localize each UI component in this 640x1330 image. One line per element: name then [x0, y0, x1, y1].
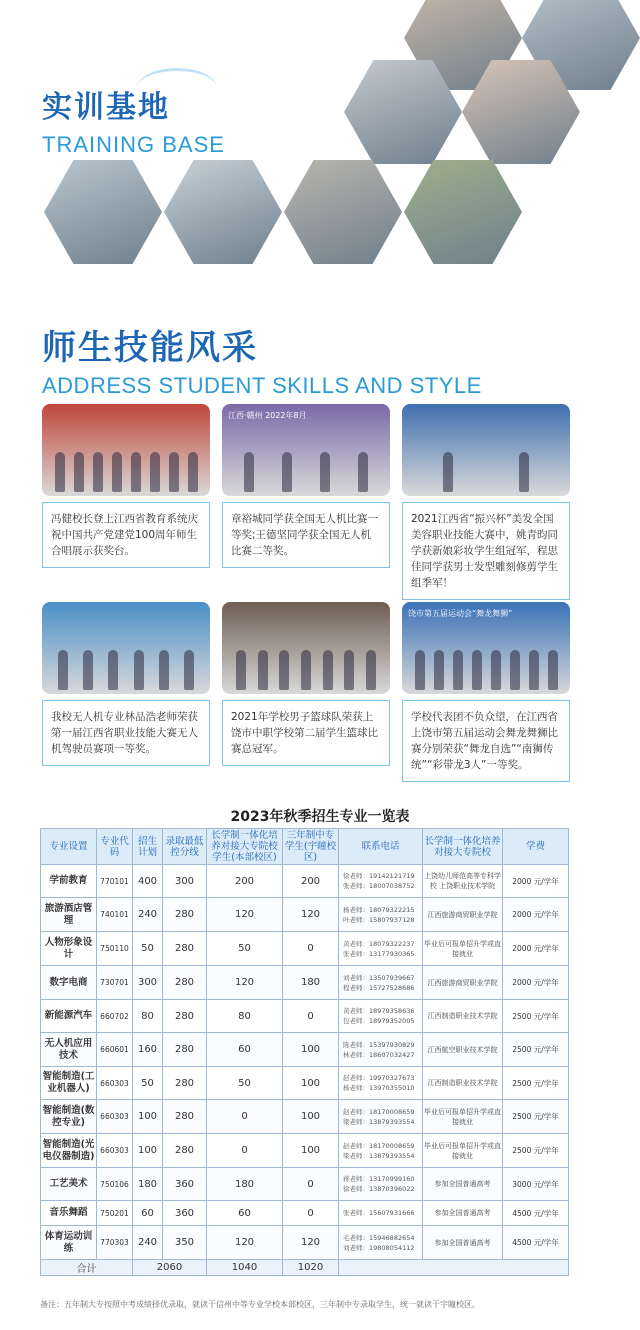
tuition-cell: 3000 元/学年: [503, 1168, 569, 1201]
contact-phone-cell: [339, 865, 423, 898]
min-score-cell: 280: [163, 898, 207, 932]
column-header: 招生计划: [133, 829, 163, 865]
table-row: [41, 1000, 569, 1033]
major-code-cell: 750106: [97, 1168, 133, 1201]
tuition-cell: 2500 元/学年: [503, 1000, 569, 1033]
skill-card-1: [42, 404, 210, 568]
three-year-cell: 120: [283, 898, 339, 932]
major-code-cell: 660303: [97, 1100, 133, 1134]
partner-college-cell: 毕业后可报单招升学或直接就业: [423, 932, 503, 966]
phone-line: 赵老师：19970327673: [343, 1074, 415, 1082]
table-row: [41, 932, 569, 966]
plan-cell: 60: [133, 1201, 163, 1226]
tuition-cell: 2500 元/学年: [503, 1033, 569, 1067]
skill-card-6: [402, 602, 570, 782]
partner-college-cell: 毕业后可报单招升学或直接就业: [423, 1100, 503, 1134]
plan-cell: 50: [133, 1067, 163, 1100]
table-row: [41, 1226, 569, 1260]
contact-phone-cell: [339, 1000, 423, 1033]
total-label-cell: 合计: [41, 1260, 133, 1276]
three-year-cell: 0: [283, 1000, 339, 1033]
column-header: 专业设置: [41, 829, 97, 865]
column-header: 录取最低控分线: [163, 829, 207, 865]
long-program-cell: 0: [207, 1134, 283, 1168]
major-code-cell: 660303: [97, 1067, 133, 1100]
table-row: [41, 966, 569, 1000]
tuition-cell: 2500 元/学年: [503, 1134, 569, 1168]
column-header: 三年制中专学生(宇瞳校区): [283, 829, 339, 865]
skills-title-en: ADDRESS STUDENT SKILLS AND STYLE: [42, 373, 482, 398]
column-header: 长学制一体化培养对接大专院校学生(本部校区): [207, 829, 283, 865]
contact-phone-cell: [339, 1168, 423, 1201]
major-name-cell: 音乐舞蹈: [41, 1201, 97, 1226]
plan-cell: 160: [133, 1033, 163, 1067]
partner-college-cell: 上饶幼儿师范高等专科学校 上饶职业技术学院: [423, 865, 503, 898]
skill-caption: 章裕城同学获全国无人机比赛一等奖;王德坚同学获全国无人机比赛二等奖。: [222, 502, 390, 568]
table-header-row: [41, 829, 569, 865]
skill-caption: 2021江西省“振兴杯”美发全国美容职业技能大赛中，姚青昀同学获新娘彩妆学生组冠军，程思佳同学获男士发型雕刻修剪学生组季军！: [402, 502, 570, 600]
phone-line: 毛老师：15946882654: [343, 1233, 415, 1242]
min-score-cell: 280: [163, 1134, 207, 1168]
min-score-cell: 300: [163, 865, 207, 898]
phone-line: 黄老师：18079322237: [343, 939, 415, 948]
partner-college-cell: 参加全国普通高考: [423, 1168, 503, 1201]
photo-banner-text: 江西·赣州 2022年8月: [228, 411, 307, 420]
phone-line: 徐老师：19142121719: [343, 872, 415, 880]
total-long-cell: 1040: [207, 1260, 283, 1276]
training-base-title-cn: 实训基地: [42, 90, 170, 125]
tuition-cell: 2500 元/学年: [503, 1100, 569, 1134]
tuition-cell: 2000 元/学年: [503, 898, 569, 932]
min-score-cell: 280: [163, 1000, 207, 1033]
skill-photo: [42, 404, 210, 496]
major-code-cell: 770101: [97, 865, 133, 898]
partner-college-cell: 参加全国普通高考: [423, 1226, 503, 1260]
skill-photo: [42, 602, 210, 694]
skill-photo: [402, 602, 570, 694]
major-code-cell: 660702: [97, 1000, 133, 1033]
plan-cell: 180: [133, 1168, 163, 1201]
contact-phone-cell: [339, 932, 423, 966]
plan-cell: 50: [133, 932, 163, 966]
tuition-cell: 4500 元/学年: [503, 1226, 569, 1260]
skill-caption: 2021年学校男子篮球队荣获上饶市中职学校第二届学生篮球比赛总冠军。: [222, 700, 390, 766]
partner-college-cell: 毕业后可报单招升学或直接就业: [423, 1134, 503, 1168]
long-program-cell: 120: [207, 1226, 283, 1260]
skill-photo: [222, 602, 390, 694]
long-program-cell: 50: [207, 932, 283, 966]
phone-line: 赵老师：18170008659: [343, 1107, 415, 1116]
partner-college-cell: 江西旅游商贸职业学院: [423, 966, 503, 1000]
total-plan-cell: 2060: [133, 1260, 207, 1276]
table-row: [41, 1168, 569, 1201]
partner-college-cell: 江西制造职业技术学院: [423, 1067, 503, 1100]
phone-line: 张老师：13177930365: [343, 949, 415, 958]
tuition-cell: 4500 元/学年: [503, 1201, 569, 1226]
major-code-cell: 750201: [97, 1201, 133, 1226]
major-name-cell: 新能源汽车: [41, 1000, 97, 1033]
table-footnote: 备注：五年制大专按照中考成绩择优录取，就读于信州中等专业学校本部校区，三年制中专录取学生，统一就读于宇瞳校区。: [40, 1300, 480, 1309]
phone-line: 张老师：15607931666: [343, 1209, 415, 1217]
contact-phone-cell: [339, 1201, 423, 1226]
skill-card-3: [402, 404, 570, 600]
long-program-cell: 120: [207, 966, 283, 1000]
three-year-cell: 100: [283, 1134, 339, 1168]
major-name-cell: 无人机应用技术: [41, 1033, 97, 1067]
plan-cell: 100: [133, 1100, 163, 1134]
skill-card-2: [222, 404, 390, 568]
long-program-cell: 50: [207, 1067, 283, 1100]
enrollment-table-title: 2023年秋季招生专业一览表: [230, 809, 410, 825]
training-base-title: [42, 82, 225, 158]
min-score-cell: 280: [163, 1067, 207, 1100]
contact-phone-cell: [339, 898, 423, 932]
long-program-cell: 80: [207, 1000, 283, 1033]
major-name-cell: 体育运动训练: [41, 1226, 97, 1260]
phone-line: 蒋老师：13170999160: [343, 1175, 415, 1183]
three-year-cell: 0: [283, 1168, 339, 1201]
long-program-cell: 0: [207, 1100, 283, 1134]
skills-title: [42, 320, 482, 399]
table-row: [41, 898, 569, 932]
contact-phone-cell: [339, 1067, 423, 1100]
major-name-cell: 旅游酒店管理: [41, 898, 97, 932]
min-score-cell: 360: [163, 1201, 207, 1226]
min-score-cell: 350: [163, 1226, 207, 1260]
major-code-cell: 730701: [97, 966, 133, 1000]
phone-line: 刘老师：19808054112: [343, 1243, 415, 1252]
tuition-cell: 2000 元/学年: [503, 865, 569, 898]
training-photo-5: [44, 160, 162, 264]
skill-card-4: [42, 602, 210, 766]
three-year-cell: 200: [283, 865, 339, 898]
phone-line: 程老师：15727528686: [343, 983, 415, 992]
phone-line: 赵老师：18170008659: [343, 1141, 415, 1150]
major-name-cell: 学前教育: [41, 865, 97, 898]
total-empty-cell: [339, 1260, 569, 1276]
long-program-cell: 60: [207, 1201, 283, 1226]
skill-card-5: [222, 602, 390, 766]
partner-college-cell: 江西航空职业技术学院: [423, 1033, 503, 1067]
major-code-cell: 770303: [97, 1226, 133, 1260]
min-score-cell: 280: [163, 932, 207, 966]
long-program-cell: 180: [207, 1168, 283, 1201]
phone-line: 杨老师：13970355010: [343, 1084, 415, 1092]
tuition-cell: 2000 元/学年: [503, 932, 569, 966]
long-program-cell: 200: [207, 865, 283, 898]
training-base-title-en: TRAINING BASE: [42, 132, 225, 157]
major-name-cell: 智能制造(工业机器人): [41, 1067, 97, 1100]
major-code-cell: 660303: [97, 1134, 133, 1168]
partner-college-cell: 参加全国普通高考: [423, 1201, 503, 1226]
three-year-cell: 100: [283, 1067, 339, 1100]
three-year-cell: 100: [283, 1033, 339, 1067]
min-score-cell: 360: [163, 1168, 207, 1201]
long-program-cell: 120: [207, 898, 283, 932]
enrollment-table: [40, 828, 569, 1276]
phone-line: 杨老师：18079322215: [343, 905, 415, 914]
table-row: [41, 1201, 569, 1226]
contact-phone-cell: [339, 1134, 423, 1168]
major-code-cell: 660601: [97, 1033, 133, 1067]
three-year-cell: 180: [283, 966, 339, 1000]
table-row: [41, 1033, 569, 1067]
long-program-cell: 60: [207, 1033, 283, 1067]
table-row: [41, 1067, 569, 1100]
major-code-cell: 750110: [97, 932, 133, 966]
skill-caption: 学校代表团不负众望，在江西省上饶市第五届运动会舞龙舞狮比赛分别荣获“舞龙自选”“南狮传统”“彩带龙3人”一等奖。: [402, 700, 570, 782]
major-name-cell: 工艺美术: [41, 1168, 97, 1201]
plan-cell: 80: [133, 1000, 163, 1033]
tuition-cell: 2000 元/学年: [503, 966, 569, 1000]
plan-cell: 240: [133, 1226, 163, 1260]
phone-line: 黄老师：18979358636: [343, 1007, 415, 1015]
phone-line: 叶老师：15807937128: [343, 915, 415, 924]
phone-line: 陈老师：15397930829: [343, 1040, 415, 1049]
skill-caption: 我校无人机专业林品浩老师荣获第一届江西省职业技能大赛无人机驾驶员赛项一等奖。: [42, 700, 210, 766]
table-row: [41, 1100, 569, 1134]
column-header: 专业代码: [97, 829, 133, 865]
phone-line: 张老师：18007038752: [343, 882, 415, 890]
table-row: [41, 865, 569, 898]
major-code-cell: 740101: [97, 898, 133, 932]
column-header: 联系电话: [339, 829, 423, 865]
total-three-cell: 1020: [283, 1260, 339, 1276]
phone-line: 徐老师：13870396022: [343, 1185, 415, 1193]
major-name-cell: 智能制造(数控专业): [41, 1100, 97, 1134]
plan-cell: 100: [133, 1134, 163, 1168]
training-photo-7: [284, 160, 402, 264]
three-year-cell: 100: [283, 1100, 339, 1134]
phone-line: 包老师：18979352005: [343, 1017, 415, 1025]
contact-phone-cell: [339, 1033, 423, 1067]
contact-phone-cell: [339, 966, 423, 1000]
contact-phone-cell: [339, 1226, 423, 1260]
plan-cell: 300: [133, 966, 163, 1000]
major-name-cell: 智能制造(光电仪器制造): [41, 1134, 97, 1168]
three-year-cell: 0: [283, 1201, 339, 1226]
min-score-cell: 280: [163, 1033, 207, 1067]
title-swirl-decoration: [137, 68, 217, 108]
three-year-cell: 120: [283, 1226, 339, 1260]
phone-line: 林老师：18607032427: [343, 1050, 415, 1059]
table-total-row: [41, 1260, 569, 1276]
min-score-cell: 280: [163, 1100, 207, 1134]
contact-phone-cell: [339, 1100, 423, 1134]
phone-line: 梁老师：13879393554: [343, 1117, 415, 1126]
skill-photo: [402, 404, 570, 496]
partner-college-cell: 江西旅游商贸职业学院: [423, 898, 503, 932]
phone-line: 梁老师：13879393554: [343, 1151, 415, 1160]
phone-line: 刘老师：13507939667: [343, 973, 415, 982]
training-photo-6: [164, 160, 282, 264]
photo-banner-text: 饶市第五届运动会“舞龙舞狮”: [408, 609, 513, 618]
partner-college-cell: 江西制造职业技术学院: [423, 1000, 503, 1033]
major-name-cell: 人物形象设计: [41, 932, 97, 966]
three-year-cell: 0: [283, 932, 339, 966]
plan-cell: 400: [133, 865, 163, 898]
skill-photo: [222, 404, 390, 496]
training-photo-8: [404, 160, 522, 264]
skill-caption: 冯健校长登上江西省教育系统庆祝中国共产党建党100周年师生合唱展示获奖台。: [42, 502, 210, 568]
table-row: [41, 1134, 569, 1168]
min-score-cell: 280: [163, 966, 207, 1000]
plan-cell: 240: [133, 898, 163, 932]
tuition-cell: 2500 元/学年: [503, 1067, 569, 1100]
major-name-cell: 数字电商: [41, 966, 97, 1000]
skills-title-cn: 师生技能风采: [42, 328, 258, 368]
column-header: 长学制一体化培养对接大专院校: [423, 829, 503, 865]
column-header: 学费: [503, 829, 569, 865]
